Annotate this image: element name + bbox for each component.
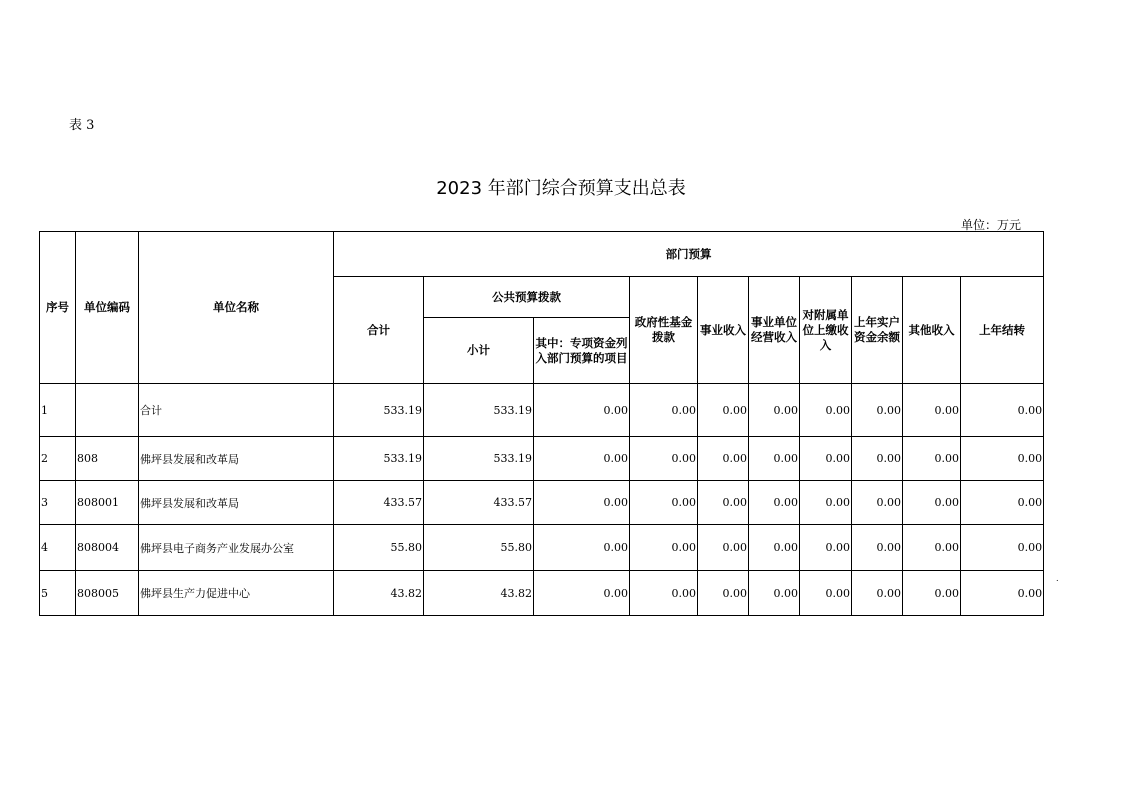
cell-special: 0.00 bbox=[534, 571, 630, 616]
cell-special: 0.00 bbox=[534, 384, 630, 437]
cell-name: 佛坪县电子商务产业发展办公室 bbox=[139, 525, 334, 571]
cell-affiliated: 0.00 bbox=[800, 571, 852, 616]
cell-seq: 4 bbox=[40, 525, 76, 571]
header-name: 单位名称 bbox=[139, 232, 334, 384]
header-prev-balance: 上年实户资金余额 bbox=[852, 277, 903, 384]
page-mark: . bbox=[1056, 574, 1059, 583]
header-operating-income: 事业单位经营收入 bbox=[749, 277, 800, 384]
cell-seq: 5 bbox=[40, 571, 76, 616]
cell-other-income: 0.00 bbox=[903, 481, 961, 525]
cell-business-income: 0.00 bbox=[698, 571, 749, 616]
header-prev-carry: 上年结转 bbox=[961, 277, 1044, 384]
cell-code: 808 bbox=[76, 437, 139, 481]
cell-operating-income: 0.00 bbox=[749, 384, 800, 437]
cell-subtotal: 533.19 bbox=[424, 384, 534, 437]
cell-gov-fund: 0.00 bbox=[630, 571, 698, 616]
cell-business-income: 0.00 bbox=[698, 437, 749, 481]
cell-subtotal: 533.19 bbox=[424, 437, 534, 481]
cell-code: 808004 bbox=[76, 525, 139, 571]
cell-business-income: 0.00 bbox=[698, 481, 749, 525]
cell-affiliated: 0.00 bbox=[800, 525, 852, 571]
cell-name: 佛坪县发展和改革局 bbox=[139, 437, 334, 481]
header-business-income: 事业收入 bbox=[698, 277, 749, 384]
cell-prev-balance: 0.00 bbox=[852, 525, 903, 571]
cell-code: 808001 bbox=[76, 481, 139, 525]
cell-name: 合计 bbox=[139, 384, 334, 437]
cell-total: 433.57 bbox=[334, 481, 424, 525]
cell-gov-fund: 0.00 bbox=[630, 525, 698, 571]
header-code: 单位编码 bbox=[76, 232, 139, 384]
cell-seq: 3 bbox=[40, 481, 76, 525]
cell-prev-carry: 0.00 bbox=[961, 571, 1044, 616]
cell-prev-carry: 0.00 bbox=[961, 481, 1044, 525]
header-total: 合计 bbox=[334, 277, 424, 384]
header-other-income: 其他收入 bbox=[903, 277, 961, 384]
cell-special: 0.00 bbox=[534, 437, 630, 481]
header-seq: 序号 bbox=[40, 232, 76, 384]
cell-business-income: 0.00 bbox=[698, 525, 749, 571]
cell-name: 佛坪县生产力促进中心 bbox=[139, 571, 334, 616]
cell-affiliated: 0.00 bbox=[800, 384, 852, 437]
cell-prev-carry: 0.00 bbox=[961, 525, 1044, 571]
cell-other-income: 0.00 bbox=[903, 571, 961, 616]
cell-prev-balance: 0.00 bbox=[852, 571, 903, 616]
table-row bbox=[40, 437, 1044, 481]
cell-prev-balance: 0.00 bbox=[852, 437, 903, 481]
table-row bbox=[40, 481, 1044, 525]
cell-gov-fund: 0.00 bbox=[630, 384, 698, 437]
cell-other-income: 0.00 bbox=[903, 384, 961, 437]
cell-prev-carry: 0.00 bbox=[961, 384, 1044, 437]
table-row bbox=[40, 525, 1044, 571]
cell-business-income: 0.00 bbox=[698, 384, 749, 437]
cell-subtotal: 433.57 bbox=[424, 481, 534, 525]
cell-total: 533.19 bbox=[334, 437, 424, 481]
cell-code bbox=[76, 384, 139, 437]
table-row bbox=[40, 384, 1044, 437]
cell-affiliated: 0.00 bbox=[800, 437, 852, 481]
cell-gov-fund: 0.00 bbox=[630, 437, 698, 481]
header-dept-budget: 部门预算 bbox=[334, 232, 1044, 277]
header-gov-fund: 政府性基金拨款 bbox=[630, 277, 698, 384]
cell-code: 808005 bbox=[76, 571, 139, 616]
header-public-budget: 公共预算拨款 bbox=[424, 277, 630, 318]
cell-special: 0.00 bbox=[534, 525, 630, 571]
cell-subtotal: 55.80 bbox=[424, 525, 534, 571]
cell-total: 533.19 bbox=[334, 384, 424, 437]
cell-other-income: 0.00 bbox=[903, 437, 961, 481]
cell-total: 43.82 bbox=[334, 571, 424, 616]
cell-prev-balance: 0.00 bbox=[852, 384, 903, 437]
cell-operating-income: 0.00 bbox=[749, 437, 800, 481]
header-subtotal: 小计 bbox=[424, 318, 534, 384]
cell-operating-income: 0.00 bbox=[749, 571, 800, 616]
cell-seq: 1 bbox=[40, 384, 76, 437]
table-label: 表 3 bbox=[69, 118, 95, 133]
header-affiliated: 对附属单位上缴收入 bbox=[800, 277, 852, 384]
cell-special: 0.00 bbox=[534, 481, 630, 525]
cell-gov-fund: 0.00 bbox=[630, 481, 698, 525]
table-row bbox=[40, 571, 1044, 616]
cell-total: 55.80 bbox=[334, 525, 424, 571]
cell-affiliated: 0.00 bbox=[800, 481, 852, 525]
cell-operating-income: 0.00 bbox=[749, 525, 800, 571]
cell-seq: 2 bbox=[40, 437, 76, 481]
cell-operating-income: 0.00 bbox=[749, 481, 800, 525]
page-title: 2023 年部门综合预算支出总表 bbox=[436, 178, 686, 199]
cell-prev-balance: 0.00 bbox=[852, 481, 903, 525]
cell-subtotal: 43.82 bbox=[424, 571, 534, 616]
unit-label: 单位：万元 bbox=[961, 218, 1022, 232]
cell-name: 佛坪县发展和改革局 bbox=[139, 481, 334, 525]
cell-prev-carry: 0.00 bbox=[961, 437, 1044, 481]
header-special: 其中：专项资金列入部门预算的项目 bbox=[534, 318, 630, 384]
budget-table bbox=[39, 231, 1044, 616]
cell-other-income: 0.00 bbox=[903, 525, 961, 571]
